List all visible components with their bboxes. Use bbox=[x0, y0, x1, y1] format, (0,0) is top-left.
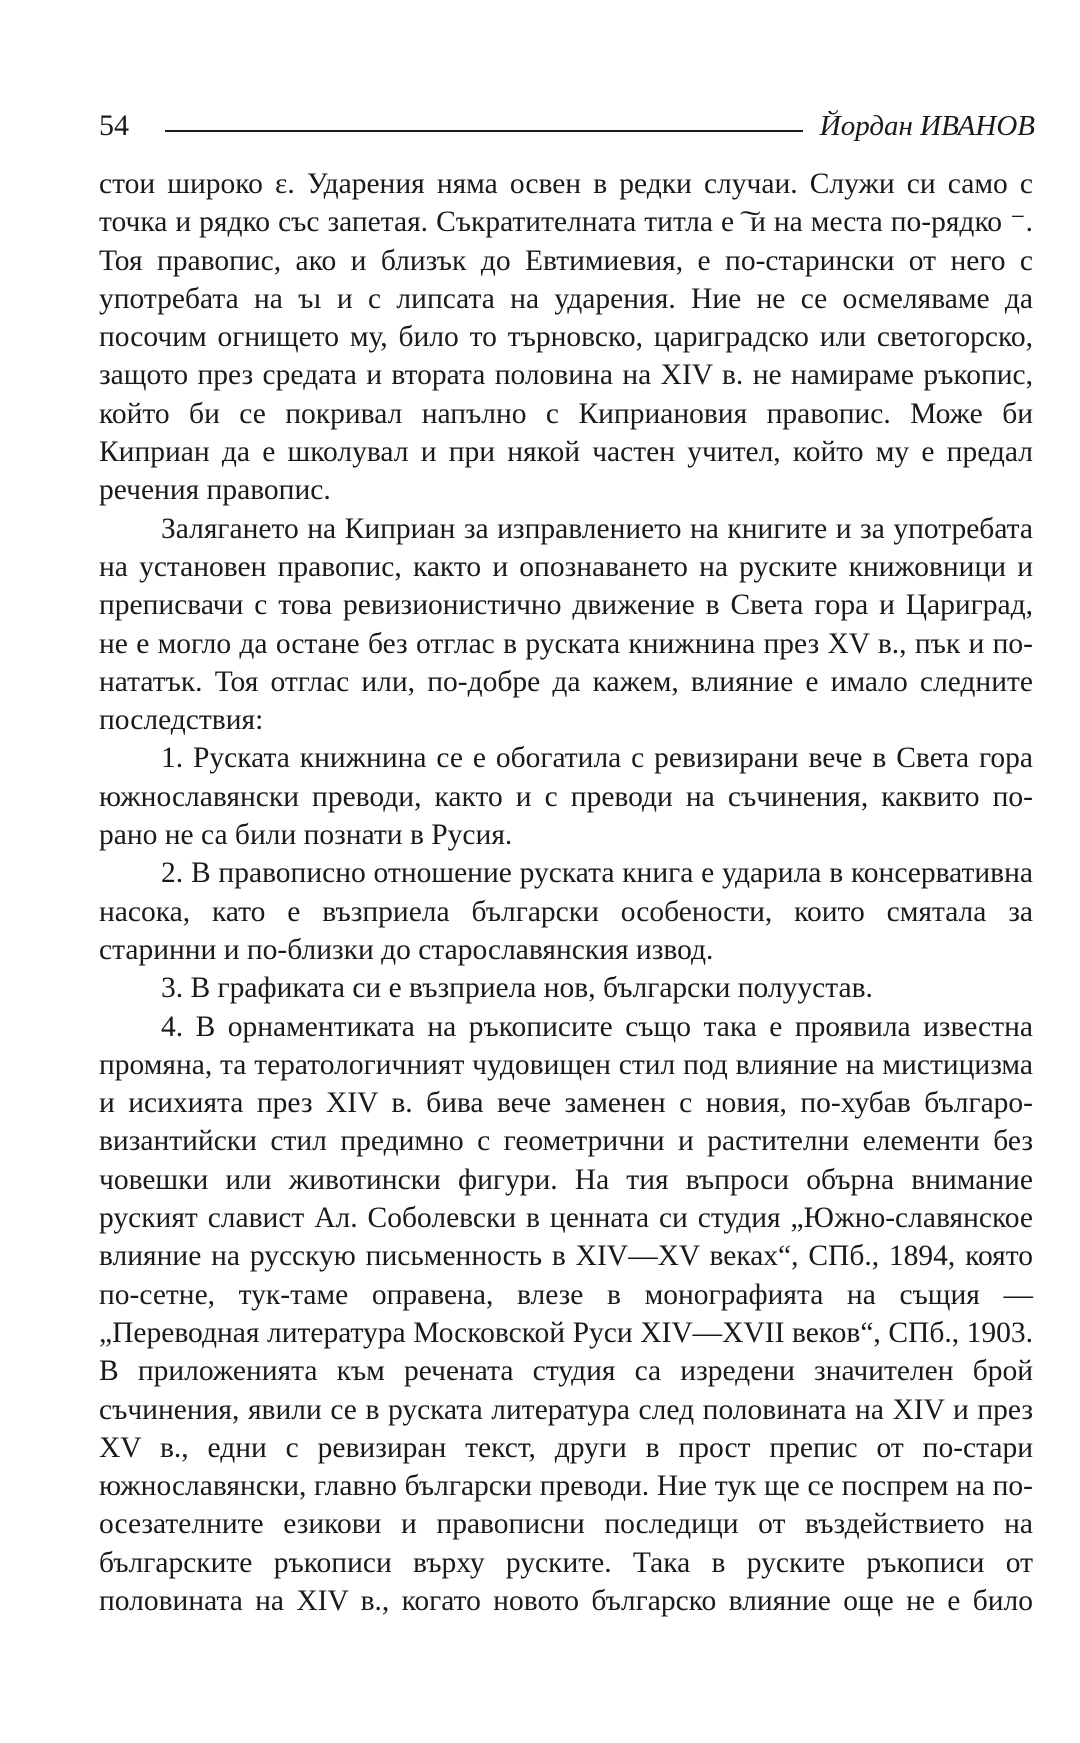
page-header bbox=[99, 104, 1035, 148]
running-head: Йордан ИВАНОВ bbox=[819, 110, 1035, 142]
header-rule bbox=[165, 130, 803, 132]
list-item-2: 2. В правописно отношение руската книга е ударила в консервативна насока, като е възприела български особености, които смятала за старинни и по-близки до старославянския извод. bbox=[99, 857, 1033, 966]
list-item-3: 3. В графиката си е възприела нов, български полуустав. bbox=[161, 972, 873, 1005]
list-item-1: 1. Руската книжнина се е обогатила с ревизирани вече в Света гора южнославянски преводи, както и с преводи на съчинения, каквито по-рано не са били познати в Русия. bbox=[99, 742, 1033, 852]
paragraph-continuation: стои широко ɛ. Ударения няма освен в редки случаи. Служи си само с точка и рядко със запетая. Съкратителната титла е ͠ и на места по-рядко ⁻. Тоя правопис, ако и близък до Евтимиевия, е по-старински от него с употребата на ъı и с липсата на ударения. Ние не се осмеляваме да посочим огнището му, било то търновско, цариградско или светогорско, защото през средата и втората половина на XIV в. не намираме ръкопис, който би се покривал напълно с Киприановия правопис. Може би Киприан да е школувал и при някой частен учител, който му е предал речения правопис. bbox=[99, 168, 1033, 507]
body-text bbox=[99, 165, 1033, 1620]
paragraph-cyprian-influence: Залягането на Киприан за изправлението на книгите и за употребата на установен правопис, както и опознаването на руските книжовници и преписвачи с това ревизионистично движение в Света гора и Цариград, не е могло да остане без отглас в руската книжнина през XV в., пък и по-нататък. Тоя отглас или, по-добре да кажем, влияние е имало следните последствия: bbox=[99, 512, 1033, 737]
list-item-4: 4. В орнаментиката на ръкописите също така е проявила известна промяна, та тератологичният чудовищен стил под влияние на мистицизма и исихията през XIV в. бива вече заменен с новия, по-хубав българо-византийски стил предимно с геометрични и растителни елементи без човешки или животински фигури. На тия въпроси обърна внимание руският славист Ал. Соболевски в ценната си студия „Южно-славянское влияние на русскую письменность в XIV—XV веках“, СПб., 1894, която по-сетне, тук-таме оправена, влезе в монографията на същия — „Переводная литература Московской Руси XIV—XVII веков“, СПб., 1903. В приложенията към речената студия са изредени значителен брой съчинения, явили се в руската литература след половината на XIV и през XV в., едни с ревизиран текст, други в прост препис от по-стари южнославянски, главно български преводи. Ние тук ще се поспрем на по-осезателните езикови и правописни последици от въздействието на българските ръкописи върху руските. Така в руските ръкописи от половината на XIV в., когато новото българско влияние още не е било bbox=[99, 1010, 1033, 1617]
page-number: 54 bbox=[99, 109, 129, 142]
